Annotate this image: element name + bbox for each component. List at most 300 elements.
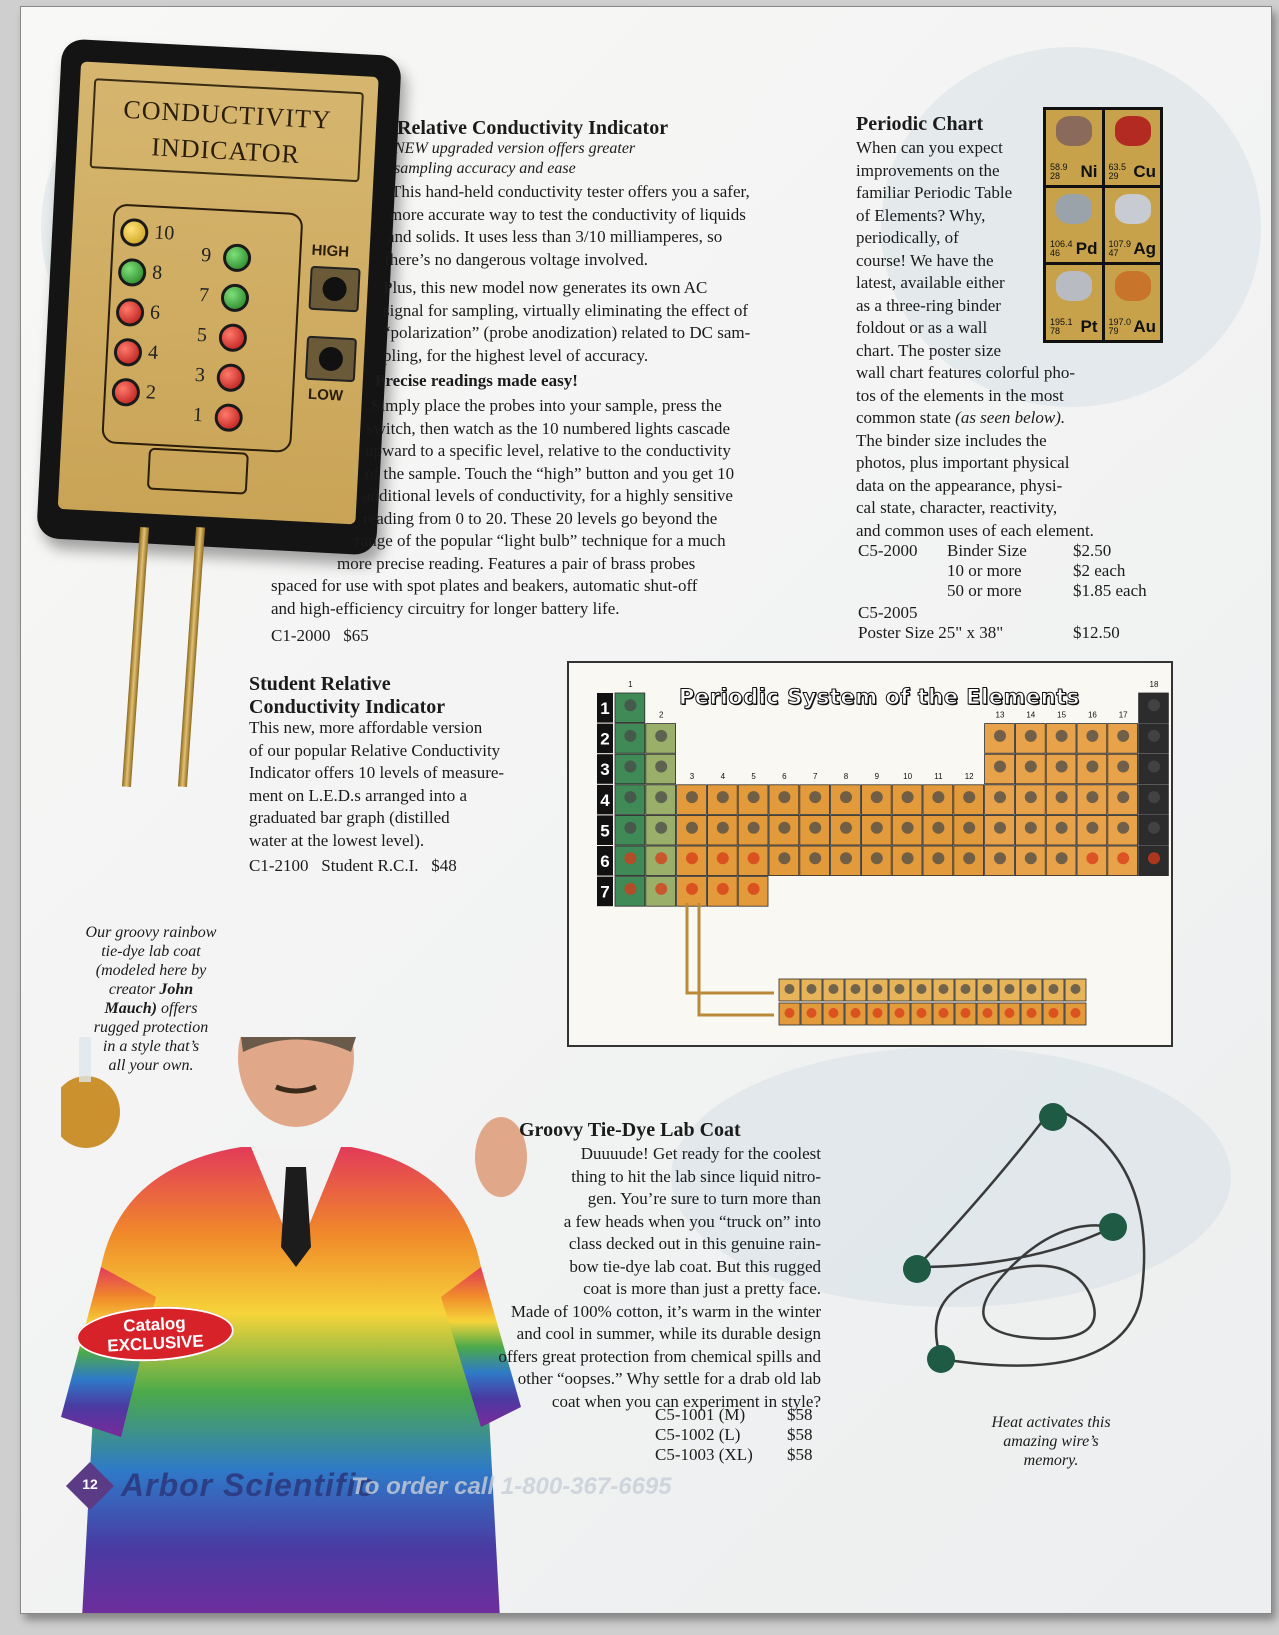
- led-9: [222, 243, 251, 272]
- wire-caption: [961, 1413, 1141, 1470]
- group-number: 4: [720, 771, 726, 781]
- element-photo-dot: [840, 791, 852, 803]
- text-line: wall chart features colorful pho-: [856, 363, 1076, 382]
- tile-number: 58.9 28: [1050, 161, 1068, 181]
- text-line: [856, 407, 1094, 430]
- caption-line: Our groovy rainbow: [85, 924, 217, 941]
- brass-probe: [122, 527, 149, 787]
- led-number: 7: [198, 283, 210, 307]
- periodic-title: Periodic Chart: [856, 113, 984, 135]
- price-code: C5-1003 (XL): [655, 1445, 753, 1464]
- element-photo-dot: [1025, 761, 1037, 773]
- element-photo-dot: [917, 984, 927, 994]
- element-photo-dot: [748, 791, 760, 803]
- text-line: of Elements? Why,: [856, 205, 986, 225]
- text-line: This hand-held conductivity tester offers you a safer,: [391, 182, 750, 201]
- element-photo-dot: [655, 730, 667, 742]
- period-number: 7: [600, 882, 610, 902]
- element-photo-dot: [686, 791, 698, 803]
- caption-line: memory.: [1023, 1452, 1079, 1469]
- memory-wire-photo: [881, 1097, 1171, 1397]
- element-photo-dot: [807, 984, 817, 994]
- element-photo-dot: [994, 822, 1006, 834]
- text-line: This new, more affordable version: [249, 718, 483, 737]
- element-photo-dot: [1071, 1008, 1081, 1018]
- caption-fragment: John: [159, 981, 194, 998]
- element-photo-dot: [994, 852, 1006, 864]
- text-line: The binder size includes the: [856, 430, 1047, 450]
- element-photo-dot: [1148, 730, 1160, 742]
- catalog-page: [20, 6, 1272, 1614]
- element-photo-dot: [1056, 791, 1068, 803]
- element-photo-dot: [963, 791, 975, 803]
- price-value: $2 each: [1073, 561, 1126, 580]
- element-photo-dot: [871, 822, 883, 834]
- text-line: additional levels of conductivity, for a highly sensitive: [363, 486, 733, 505]
- element-photo-dot: [624, 699, 636, 711]
- led-number: 10: [153, 221, 175, 245]
- element-photo: [1056, 116, 1092, 146]
- caption-fragment: creator: [108, 981, 160, 998]
- rci-paragraph-2: [383, 277, 750, 367]
- price-desc: 10 or more: [947, 561, 1022, 580]
- price-value: $58: [787, 1425, 813, 1444]
- text-fragment: common state: [856, 408, 956, 427]
- text-line: a few heads when you “truck on” into: [563, 1211, 821, 1231]
- element-photo-dot: [1056, 761, 1068, 773]
- price-desc: Binder Size: [947, 541, 1027, 560]
- text-line: class decked out in this genuine rain-: [568, 1234, 821, 1253]
- text-line: photos, plus important physical: [856, 453, 1070, 472]
- element-photo-dot: [748, 883, 760, 895]
- group-number: 6: [782, 771, 787, 781]
- element-photo-dot: [748, 852, 760, 864]
- student-body: [249, 717, 504, 852]
- page-number: 12: [82, 1476, 98, 1492]
- element-photo-dot: [807, 1008, 817, 1018]
- led-number: 5: [196, 323, 208, 347]
- element-photo-dot: [624, 730, 636, 742]
- price-desc: 50 or more: [947, 581, 1022, 600]
- rci-subtitle-line: sampling accuracy and ease: [394, 160, 576, 177]
- element-photo-dot: [1086, 852, 1098, 864]
- element-photo-dot: [932, 852, 944, 864]
- element-photo-dot: [717, 852, 729, 864]
- led-6: [115, 298, 144, 327]
- group-number: 11: [934, 771, 943, 781]
- group-number: 3: [689, 771, 695, 781]
- rci-price: C1-2000 $65: [271, 626, 369, 645]
- element-photo-dot: [983, 1008, 993, 1018]
- element-photo-dot: [840, 822, 852, 834]
- text-line: thing to hit the lab since liquid nitro-: [571, 1166, 821, 1186]
- element-photo-dot: [778, 822, 790, 834]
- text-line: more precise reading. Features a pair of brass probes: [337, 553, 696, 573]
- element-photo-dot: [1056, 852, 1068, 864]
- element-photo-dot: [1086, 730, 1098, 742]
- text-line: coat when you can experiment in style?: [551, 1391, 821, 1411]
- element-photo-dot: [1005, 984, 1015, 994]
- f-block-arrow: [687, 903, 774, 1015]
- element-tile: [1105, 265, 1161, 340]
- price-code: Poster Size 25" x 38": [858, 623, 1004, 642]
- rci-paragraph-3: [271, 395, 821, 620]
- element-photo-dot: [994, 761, 1006, 773]
- element-photo: [1056, 194, 1092, 224]
- student-title-line: Conductivity Indicator: [249, 696, 446, 718]
- element-photo-dot: [1056, 730, 1068, 742]
- text-line: Indicator offers 10 levels of measure-: [249, 763, 505, 782]
- low-button: [305, 336, 357, 383]
- element-photo-dot: [851, 984, 861, 994]
- text-line: and high-efficiency circuitry for longer battery life.: [271, 598, 620, 618]
- element-photo-dot: [1148, 822, 1160, 834]
- text-line: of the sample. Touch the “high” button and you get 10: [365, 463, 735, 483]
- led-4: [113, 338, 142, 367]
- element-tile: [1046, 265, 1102, 340]
- caption-line: Heat activates this: [991, 1414, 1111, 1431]
- text-line: bow tie-dye lab coat. But this rugged: [569, 1256, 821, 1276]
- element-photo-dot: [1117, 822, 1129, 834]
- led-7: [220, 283, 249, 312]
- text-line: more accurate way to test the conductivity of liquids: [389, 204, 746, 224]
- text-line: water at the lowest level).: [249, 830, 425, 850]
- element-photo-dot: [994, 791, 1006, 803]
- text-line: coat is more than just a pretty face.: [583, 1279, 821, 1298]
- element-photo-dot: [983, 984, 993, 994]
- element-photo-dot: [895, 984, 905, 994]
- text-line: course! We have the: [856, 250, 994, 270]
- element-photo-dot: [873, 1008, 883, 1018]
- tile-number: 197.0 79: [1108, 317, 1132, 336]
- group-number: 17: [1118, 710, 1128, 720]
- rci-title: Relative Conductivity Indicator: [397, 117, 669, 139]
- group-number: 15: [1057, 710, 1067, 720]
- element-photo-dot: [655, 852, 667, 864]
- element-photo-dot: [1025, 852, 1037, 864]
- student-price: C1-2100 Student R.C.I. $48: [249, 856, 457, 875]
- text-line: familiar Periodic Table: [856, 183, 1013, 202]
- element-photo-dot: [1056, 822, 1068, 834]
- element-photo-dot: [963, 822, 975, 834]
- element-photo-dot: [717, 791, 729, 803]
- text-line: Made of 100% cotton, it’s warm in the winter: [510, 1301, 821, 1321]
- group-number: 5: [751, 771, 756, 781]
- element-photo-dot: [829, 1008, 839, 1018]
- tile-symbol: Ni: [1080, 161, 1098, 181]
- text-line: spaced for use with spot plates and beakers, automatic shut-off: [271, 576, 698, 595]
- periodic-system-chart: [567, 661, 1173, 1047]
- element-photo-dot: [1148, 699, 1160, 711]
- element-photo-dot: [1005, 1008, 1015, 1018]
- text-line: Simply place the probes into your sample, press the: [371, 396, 722, 415]
- text-line: Duuuude! Get ready for the coolest: [580, 1144, 821, 1163]
- tile-symbol: Cu: [1133, 161, 1156, 181]
- element-photo-dot: [851, 1008, 861, 1018]
- text-line: reading from 0 to 20. These 20 levels go beyond the: [363, 508, 718, 528]
- element-photo-dot: [895, 1008, 905, 1018]
- led-2: [111, 378, 140, 407]
- element-photo-dot: [994, 730, 1006, 742]
- element-photo: [1115, 271, 1151, 301]
- element-photo-dot: [829, 984, 839, 994]
- element-photo-dot: [917, 1008, 927, 1018]
- brand-logo: Arbor Scientific: [121, 1467, 376, 1503]
- element-photo-dot: [624, 822, 636, 834]
- element-photo: [1115, 116, 1151, 146]
- element-photo-dot: [1148, 852, 1160, 864]
- text-line: gen. You’re sure to turn more than: [587, 1189, 821, 1208]
- text-line: offers great protection from chemical spills and: [498, 1346, 821, 1366]
- periodic-system-title: Periodic System of the Elements: [679, 685, 1080, 709]
- text-line: periodically, of: [856, 228, 959, 247]
- element-photo-dot: [1086, 761, 1098, 773]
- text-line: switch, then watch as the 10 numbered lights cascade: [367, 418, 731, 438]
- element-photo-dot: [1049, 984, 1059, 994]
- rci-paragraph-1: [385, 181, 750, 271]
- led-number: 4: [147, 341, 159, 364]
- group-number: 7: [812, 771, 818, 781]
- element-photo-dot: [871, 791, 883, 803]
- element-photo-dot: [624, 852, 636, 864]
- price-value: $58: [787, 1405, 813, 1424]
- periodic-grid: [569, 663, 1171, 1045]
- element-photo-dot: [1117, 852, 1129, 864]
- caption-line: amazing wire’s: [1003, 1433, 1099, 1450]
- text-line: upward to a specific level, relative to the conductivity: [365, 441, 731, 460]
- element-photo-dot: [686, 852, 698, 864]
- element-photo-dot: [1071, 984, 1081, 994]
- period-number: 2: [600, 729, 610, 749]
- tile-symbol: Pt: [1080, 317, 1098, 336]
- element-photo-dot: [961, 1008, 971, 1018]
- element-tile: [1046, 188, 1102, 263]
- led-number: 2: [145, 381, 157, 404]
- element-tile: [1046, 110, 1102, 185]
- led-3: [216, 363, 245, 392]
- price-value: $58: [787, 1445, 813, 1464]
- text-line: signal for sampling, virtually eliminating the effect of: [383, 300, 749, 320]
- text-line: ment on L.E.D.s arranged into a: [249, 785, 468, 805]
- power-switch: [147, 448, 249, 495]
- element-photo-dot: [1025, 730, 1037, 742]
- element-photo-dot: [748, 822, 760, 834]
- element-photo-dot: [686, 883, 698, 895]
- element-photo-dot: [717, 883, 729, 895]
- group-number: 10: [903, 771, 913, 781]
- caption-line: tie-dye lab coat: [101, 943, 201, 960]
- group-number: 9: [874, 771, 880, 781]
- rci-subtitle-line: NEW upgraded version offers greater: [394, 140, 636, 157]
- labcoat-body: [451, 1143, 821, 1413]
- element-photo-dot: [809, 852, 821, 864]
- student-title-line: Student Relative: [249, 673, 391, 695]
- text-line: there’s no dangerous voltage involved.: [385, 249, 648, 269]
- text-line: chart. The poster size: [856, 340, 1002, 360]
- led-number: 6: [149, 301, 161, 324]
- period-number: 5: [600, 821, 610, 841]
- caption-line: [71, 980, 231, 999]
- labcoat-title: Groovy Tie-Dye Lab Coat: [519, 1119, 741, 1141]
- tile-number: 195.1 78: [1050, 317, 1073, 336]
- rci-subhead: Precise readings made easy!: [375, 371, 578, 390]
- group-number: 8: [843, 771, 849, 781]
- element-photo-dot: [778, 791, 790, 803]
- caption-line: (modeled here by: [95, 962, 207, 979]
- element-photo: [1115, 194, 1151, 224]
- element-photo-dot: [655, 883, 667, 895]
- element-photo-dot: [1148, 761, 1160, 773]
- element-photo-dot: [655, 822, 667, 834]
- element-photo-dot: [873, 984, 883, 994]
- text-line: pling, for the highest level of accuracy.: [383, 345, 649, 365]
- led-10: [120, 218, 149, 247]
- tile-symbol: Pd: [1075, 239, 1098, 259]
- text-line: and cool in summer, while its durable design: [516, 1324, 821, 1343]
- text-line: “polarization” (probe anodization) related to DC sam-: [383, 323, 751, 342]
- text-line: other “oopses.” Why settle for a drab old lab: [517, 1369, 821, 1388]
- element-photo-dot: [902, 791, 914, 803]
- high-button: [308, 266, 360, 313]
- element-photo-dot: [961, 984, 971, 994]
- group-number: 13: [995, 710, 1005, 720]
- text-line: and common uses of each element.: [856, 520, 1094, 540]
- element-photo-dot: [785, 1008, 795, 1018]
- led-8: [117, 258, 146, 287]
- student-title: [249, 673, 445, 719]
- element-photo-dot: [932, 791, 944, 803]
- period-number: 4: [600, 790, 610, 810]
- text-line: cal state, character, reactivity,: [856, 498, 1058, 517]
- element-photo-dot: [1148, 791, 1160, 803]
- element-photo-dot: [785, 984, 795, 994]
- text-line: improvements on the: [856, 160, 1000, 180]
- element-photo-dot: [778, 852, 790, 864]
- price-value: $2.50: [1073, 541, 1112, 560]
- price-code: C5-2005: [858, 603, 918, 622]
- price-code: C5-1002 (L): [655, 1425, 741, 1444]
- rci-subtitle: [394, 139, 635, 179]
- text-line: as a three-ring binder: [856, 295, 1001, 315]
- price-code: C5-1001 (M): [655, 1405, 746, 1424]
- badge-line: Catalog: [122, 1313, 187, 1336]
- element-photo-dot: [1117, 791, 1129, 803]
- text-line: tos of the elements in the most: [856, 385, 1064, 405]
- tile-symbol: Au: [1133, 317, 1156, 336]
- element-photo: [1056, 271, 1092, 301]
- caption-line: all your own.: [108, 1057, 194, 1074]
- element-photo-dot: [932, 822, 944, 834]
- led-number: 3: [194, 363, 206, 387]
- text-line: and solids. It uses less than 3/10 milliamperes, so: [387, 227, 723, 246]
- element-photo-dot: [1117, 730, 1129, 742]
- text-fragment: (as seen below).: [955, 408, 1066, 427]
- element-photo-dot: [1049, 1008, 1059, 1018]
- element-tiles-photo: [1043, 107, 1163, 343]
- element-photo-dot: [809, 822, 821, 834]
- badge-line: EXCLUSIVE: [106, 1331, 205, 1356]
- element-photo-dot: [717, 822, 729, 834]
- element-photo-dot: [655, 791, 667, 803]
- tile-number: 107.9 47: [1108, 239, 1132, 259]
- caption-line: [71, 999, 231, 1018]
- element-photo-dot: [1086, 791, 1098, 803]
- element-photo-dot: [1086, 822, 1098, 834]
- element-photo-dot: [902, 852, 914, 864]
- element-photo-dot: [624, 791, 636, 803]
- element-photo-dot: [1117, 761, 1129, 773]
- caption-line: rugged protection: [93, 1019, 209, 1036]
- text-line: data on the appearance, physi-: [856, 475, 1063, 495]
- element-photo-dot: [840, 852, 852, 864]
- low-label: LOW: [307, 385, 344, 405]
- element-tile: [1105, 188, 1161, 263]
- group-number: 1: [628, 680, 633, 689]
- element-photo-dot: [871, 852, 883, 864]
- element-photo-dot: [902, 822, 914, 834]
- element-photo-dot: [686, 822, 698, 834]
- period-number: 6: [600, 852, 610, 871]
- text-line: foldout or as a wall: [856, 318, 988, 337]
- order-line-bleed: To order call 1-800-367-6695: [351, 1473, 672, 1500]
- element-tile: [1105, 110, 1161, 185]
- group-number: 14: [1026, 710, 1036, 720]
- tile-symbol: Ag: [1133, 239, 1156, 259]
- led-5: [218, 323, 247, 352]
- element-photo-dot: [624, 883, 636, 895]
- caption-fragment: Mauch): [104, 1000, 157, 1017]
- tile-number: 106.4 46: [1050, 239, 1073, 259]
- device-label-line-1: CONDUCTIVITY: [122, 94, 333, 135]
- led-number: 8: [151, 261, 163, 284]
- high-label: HIGH: [311, 241, 350, 261]
- element-photo-dot: [624, 761, 636, 773]
- price-code: C5-2000: [858, 541, 918, 560]
- led-1: [214, 403, 243, 432]
- text-line: Plus, this new model now generates its own AC: [383, 278, 708, 297]
- brass-probe: [178, 527, 205, 787]
- element-photo-dot: [939, 1008, 949, 1018]
- element-photo-dot: [1025, 822, 1037, 834]
- element-photo-dot: [655, 761, 667, 773]
- element-photo-dot: [939, 984, 949, 994]
- element-photo-dot: [1027, 1008, 1037, 1018]
- tile-number: 63.5 29: [1108, 161, 1127, 181]
- element-photo-dot: [963, 852, 975, 864]
- group-number: 16: [1087, 710, 1097, 720]
- price-value: $1.85 each: [1073, 581, 1147, 600]
- period-number: 3: [600, 760, 610, 780]
- text-line: graduated bar graph (distilled: [249, 808, 450, 827]
- text-line: of our popular Relative Conductivity: [249, 740, 501, 760]
- price-value: $12.50: [1073, 623, 1120, 642]
- text-line: When can you expect: [856, 138, 1003, 157]
- group-number: 18: [1149, 680, 1159, 689]
- led-number: 9: [200, 244, 212, 267]
- text-line: range of the popular “light bulb” technique for a much: [355, 531, 726, 550]
- element-photo-dot: [1027, 984, 1037, 994]
- caption-fragment: offers: [157, 1000, 198, 1017]
- element-photo-dot: [809, 791, 821, 803]
- led-number: 1: [192, 403, 204, 427]
- group-number: 2: [658, 710, 664, 720]
- text-line: latest, available either: [856, 273, 1005, 292]
- period-number: 1: [600, 699, 610, 718]
- device-label-line-2: INDICATOR: [150, 132, 301, 170]
- caption-line: in a style that’s: [102, 1038, 200, 1055]
- element-photo-dot: [1025, 791, 1037, 803]
- group-number: 12: [964, 771, 974, 781]
